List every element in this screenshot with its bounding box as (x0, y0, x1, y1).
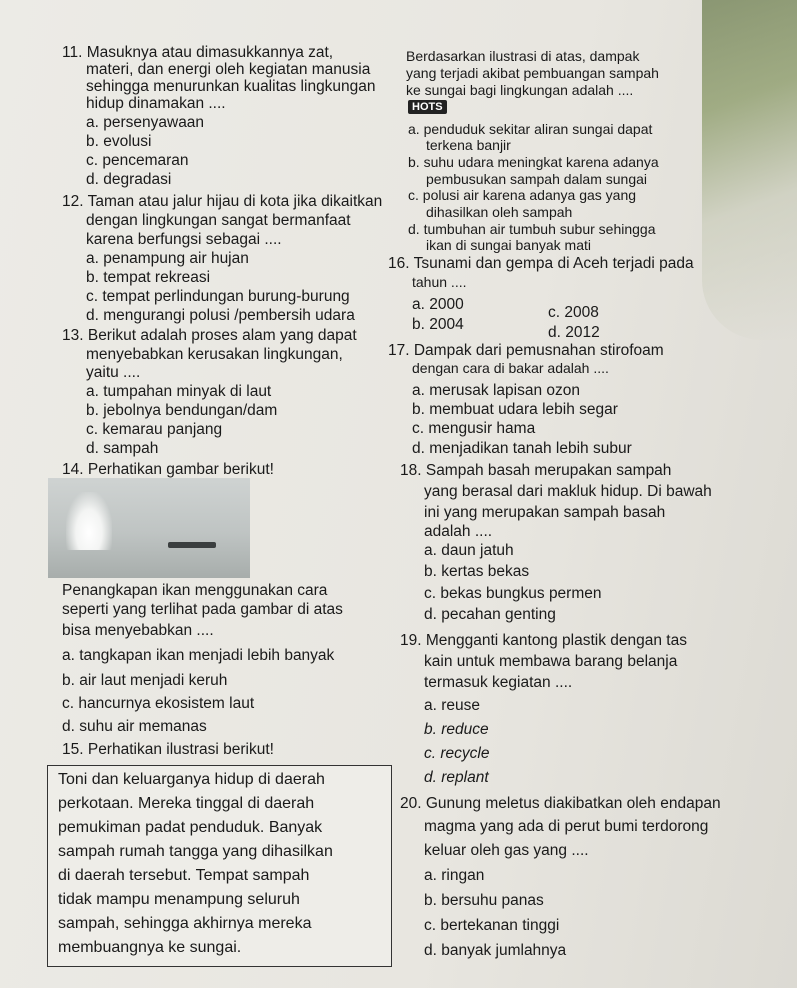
q11-line-4: hidup dinamakan .... (86, 95, 226, 112)
q17-line-1: 17. Dampak dari pemusnahan stirofoam (388, 342, 664, 359)
q18-line-3: ini yang merupakan sampah basah (424, 504, 666, 521)
q17-line-2: dengan cara di bakar adalah .... (412, 360, 609, 376)
box-line: di daerah tersebut. Tempat sampah (58, 867, 310, 884)
q14-option: d. suhu air memanas (62, 718, 207, 735)
q18-option: a. daun jatuh (424, 542, 514, 559)
box-line: sampah rumah tangga yang dihasilkan (58, 843, 333, 860)
q20-option: c. bertekanan tinggi (424, 917, 560, 934)
box-line: perkotaan. Mereka tinggal di daerah (58, 795, 315, 812)
q16-option: b. 2004 (412, 316, 464, 333)
boat (168, 542, 216, 548)
q17-option: d. menjadikan tanah lebih subur (412, 440, 632, 457)
q15-heading: 15. Perhatikan ilustrasi berikut! (62, 741, 274, 758)
q11-line-1: 11. Masuknya atau dimasukkannya zat, (62, 44, 334, 61)
q12-option: a. penampung air hujan (86, 250, 249, 267)
fish-bombing-photo (48, 478, 250, 578)
q13-option: d. sampah (86, 440, 159, 457)
q13-line-1: 13. Berikut adalah proses alam yang dapat (62, 327, 357, 344)
q14-body-1: Penangkapan ikan menggunakan cara (62, 582, 328, 599)
q14-heading: 14. Perhatikan gambar berikut! (62, 461, 274, 478)
q14-option: b. air laut menjadi keruh (62, 672, 228, 689)
q16-option: a. 2000 (412, 296, 464, 313)
q12-line-2: dengan lingkungan sangat bermanfaat (86, 212, 351, 229)
q19-option: d. replant (424, 769, 489, 786)
q20-option: d. banyak jumlahnya (424, 942, 567, 959)
box-line: pemukiman padat penduduk. Banyak (58, 819, 323, 836)
q18-option: d. pecahan genting (424, 606, 556, 623)
q19-line-1: 19. Mengganti kantong plastik dengan tas (400, 632, 687, 649)
q19-line-3: termasuk kegiatan .... (424, 674, 573, 691)
water-splash (66, 492, 112, 550)
q20-option: a. ringan (424, 867, 485, 884)
q17-option: c. mengusir hama (412, 420, 536, 437)
q14-body-3: bisa menyebabkan .... (62, 622, 214, 639)
q11-line-2: materi, dan energi oleh kegiatan manusia (86, 61, 371, 78)
q15-option: d. tumbuhan air tumbuh subur sehingga (408, 221, 656, 237)
q13-line-2: menyebabkan kerusakan lingkungan, (86, 346, 343, 363)
q16-line-2: tahun .... (412, 274, 467, 290)
q15-cont-2: yang terjadi akibat pembuangan sampah (406, 65, 659, 81)
q13-option: a. tumpahan minyak di laut (86, 383, 272, 400)
q20-line-3: keluar oleh gas yang .... (424, 842, 589, 859)
q11-option: a. persenyawaan (86, 114, 205, 131)
q12-option: c. tempat perlindungan burung-burung (86, 288, 350, 305)
box-line: tidak mampu menampung seluruh (58, 891, 300, 908)
q15-cont-1: Berdasarkan ilustrasi di atas, dampak (406, 48, 640, 64)
q20-line-2: magma yang ada di perut bumi terdorong (424, 818, 709, 835)
q15-option-cont: ikan di sungai banyak mati (426, 237, 591, 253)
q18-line-2: yang berasal dari makluk hidup. Di bawah (424, 483, 712, 500)
q14-body-2: seperti yang terlihat pada gambar di atas (62, 601, 343, 618)
q15-option: a. penduduk sekitar aliran sungai dapat (408, 121, 653, 137)
q16-option: d. 2012 (548, 324, 600, 341)
q20-option: b. bersuhu panas (424, 892, 544, 909)
q15-option-cont: dihasilkan oleh sampah (426, 204, 573, 220)
q15-option: b. suhu udara meningkat karena adanya (408, 154, 659, 170)
q17-option: b. membuat udara lebih segar (412, 401, 618, 418)
q14-option: a. tangkapan ikan menjadi lebih banyak (62, 647, 335, 664)
q12-option: d. mengurangi polusi /pembersih udara (86, 307, 355, 324)
q16-option: c. 2008 (548, 304, 599, 321)
q17-option: a. merusak lapisan ozon (412, 382, 581, 399)
q15-option-cont: pembusukan sampah dalam sungai (426, 171, 648, 187)
q19-option: c. recycle (424, 745, 490, 762)
q18-option: c. bekas bungkus permen (424, 585, 602, 602)
q11-option: b. evolusi (86, 133, 152, 150)
q12-option: b. tempat rekreasi (86, 269, 211, 286)
q11-option: c. pencemaran (86, 152, 189, 169)
q15-option: c. polusi air karena adanya gas yang (408, 187, 637, 203)
q19-option: b. reduce (424, 721, 489, 738)
q15-option-cont: terkena banjir (426, 137, 511, 153)
q11-option: d. degradasi (86, 171, 172, 188)
q11-line-3: sehingga menurunkan kualitas lingkungan (86, 78, 376, 95)
q18-option: b. kertas bekas (424, 563, 530, 580)
q12-line-3: karena berfungsi sebagai .... (86, 231, 282, 248)
q13-line-3: yaitu .... (86, 364, 141, 381)
q12-line-1: 12. Taman atau jalur hijau di kota jika dikaitkan (62, 193, 383, 210)
box-line: Toni dan keluarganya hidup di daerah (58, 771, 325, 788)
q16-line-1: 16. Tsunami dan gempa di Aceh terjadi pada (388, 255, 694, 272)
illustration-box (47, 765, 392, 967)
q15-cont-3: ke sungai bagi lingkungan adalah .... (406, 82, 634, 98)
box-line: membuangnya ke sungai. (58, 939, 242, 956)
q19-line-2: kain untuk membawa barang belanja (424, 653, 678, 670)
hots-badge: HOTS (408, 100, 447, 114)
q20-line-1: 20. Gunung meletus diakibatkan oleh endapan (400, 795, 721, 812)
box-line: sampah, sehingga akhirnya mereka (58, 915, 312, 932)
q18-line-1: 18. Sampah basah merupakan sampah (400, 462, 672, 479)
q13-option: b. jebolnya bendungan/dam (86, 402, 278, 419)
q18-line-4: adalah .... (424, 523, 493, 540)
q19-option: a. reuse (424, 697, 481, 714)
q13-option: c. kemarau panjang (86, 421, 223, 438)
plant-photo-edge (702, 0, 797, 340)
q14-option: c. hancurnya ekosistem laut (62, 695, 255, 712)
